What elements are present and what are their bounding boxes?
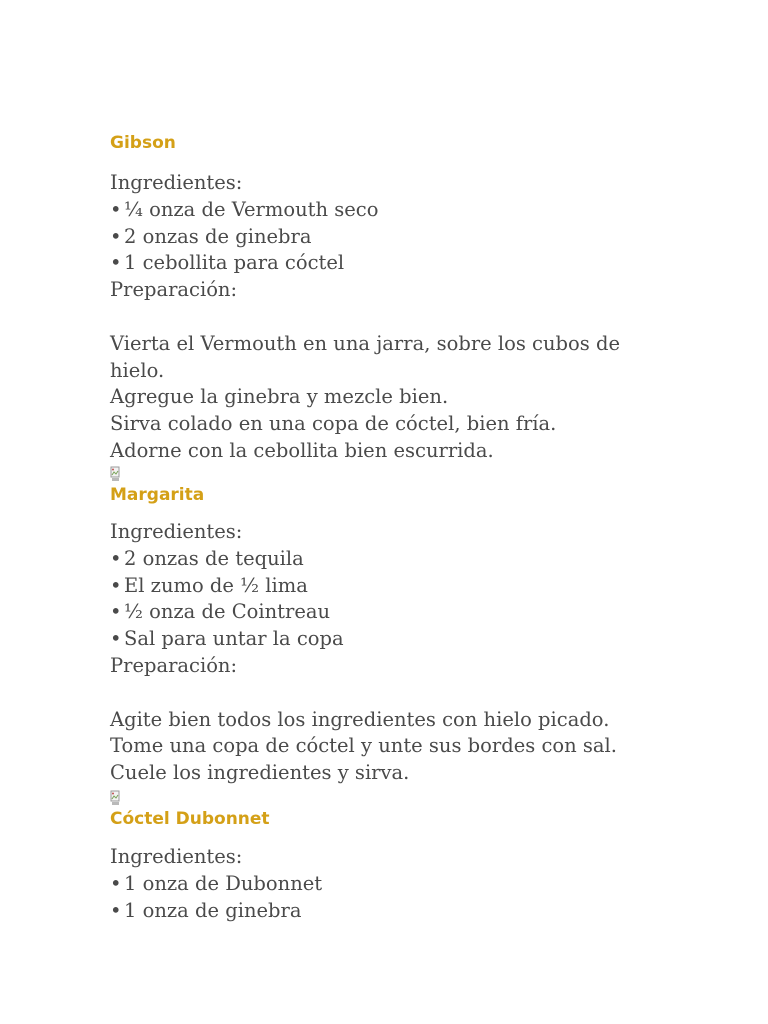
bullet-icon: • [110, 600, 122, 624]
ingredient-text: 2 onzas de tequila [124, 546, 304, 570]
ingredient-text: ¼ onza de Vermouth seco [124, 197, 379, 221]
preparation-step: Vierta el Vermouth en una jarra, sobre los cubos de hielo. [110, 331, 620, 382]
ingredient-item [110, 898, 710, 925]
ingredient-item [110, 871, 710, 898]
ingredient-item [110, 599, 710, 626]
ingredient-text: 1 onza de Dubonnet [124, 871, 323, 895]
bullet-icon: • [110, 546, 122, 570]
ingredient-text: 1 cebollita para cóctel [124, 251, 345, 275]
recipe-margarita [110, 484, 710, 787]
bullet-icon: • [110, 251, 122, 275]
ingredient-text: 1 onza de ginebra [124, 898, 302, 922]
bullet-icon: • [110, 573, 122, 597]
ingredient-item [110, 197, 710, 224]
preparation-label: Preparación: [110, 278, 238, 302]
bullet-icon: • [110, 898, 122, 922]
broken-image-icon [110, 466, 122, 482]
recipe-title: Margarita [110, 485, 205, 505]
ingredients-label: Ingredientes: [110, 520, 243, 543]
preparation-step: Cuele los ingredientes y sirva. [110, 761, 410, 785]
recipe-dubonnet [110, 808, 710, 924]
preparation-step: Tome una copa de cóctel y unte sus bordes con sal. [110, 734, 617, 758]
ingredient-item [110, 224, 710, 251]
bullet-icon: • [110, 871, 122, 895]
recipe-body [110, 519, 710, 787]
preparation-step: Adorne con la cebollita bien escurrida. [110, 438, 494, 462]
ingredient-text: Sal para untar la copa [124, 627, 344, 651]
blank-line [110, 680, 710, 707]
recipe-body [110, 170, 710, 465]
ingredient-item [110, 250, 710, 277]
ingredient-text: 2 onzas de ginebra [124, 224, 312, 248]
ingredient-text: El zumo de ½ lima [124, 573, 308, 597]
recipe-title: Cóctel Dubonnet [110, 809, 270, 829]
recipe-title: Gibson [110, 133, 176, 153]
ingredients-label: Ingredientes: [110, 171, 243, 194]
preparation-step: Agite bien todos los ingredientes con hielo picado. [110, 707, 610, 731]
recipe-gibson [110, 132, 710, 465]
ingredient-item [110, 626, 710, 653]
preparation-step: Sirva colado en una copa de cóctel, bien fría. [110, 412, 557, 436]
preparation-step: Agregue la ginebra y mezcle bien. [110, 385, 449, 409]
recipe-body [110, 844, 710, 924]
bullet-icon: • [110, 197, 122, 221]
bullet-icon: • [110, 627, 122, 651]
broken-image-icon [110, 790, 122, 806]
ingredient-item [110, 573, 710, 600]
bullet-icon: • [110, 224, 122, 248]
blank-line [110, 304, 710, 331]
ingredient-text: ½ onza de Cointreau [124, 600, 331, 624]
ingredient-item [110, 546, 710, 573]
ingredients-label: Ingredientes: [110, 845, 243, 868]
preparation-label: Preparación: [110, 653, 238, 677]
